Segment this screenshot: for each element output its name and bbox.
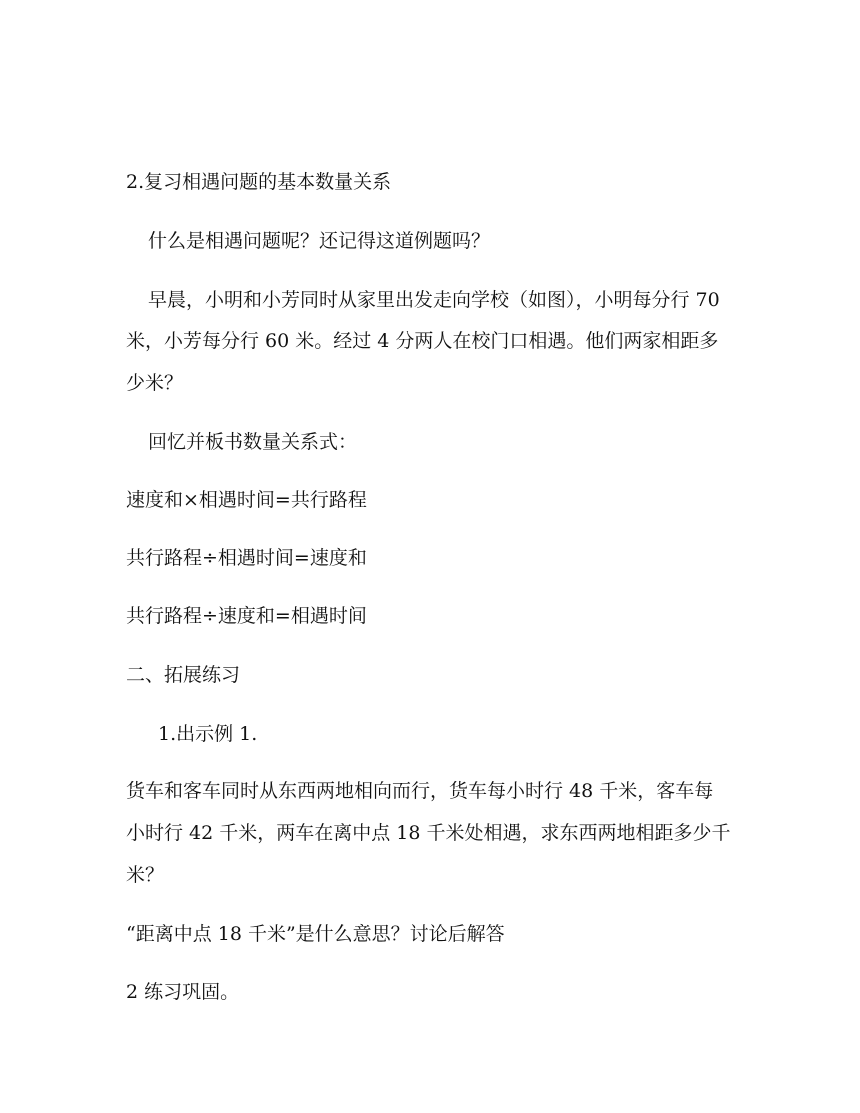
discussion-prompt: “距离中点 18 千米”是什么意思？讨论后解答 xyxy=(126,923,505,945)
formula-2: 共行路程÷相遇时间=速度和 xyxy=(126,547,367,569)
example1-problem-line-1: 货车和客车同时从东西两地相向而行，货车每小时行 48 千米，客车每 xyxy=(126,780,714,802)
example-problem-line-3: 少米？ xyxy=(126,372,184,394)
recall-prompt: 回忆并板书数量关系式： xyxy=(148,431,358,453)
section-extend-title: 二、拓展练习 xyxy=(126,664,241,686)
formula-3: 共行路程÷速度和=相遇时间 xyxy=(126,605,367,627)
example1-problem-line-2: 小时行 42 千米，两车在离中点 18 千米处相遇，求东西两地相距多少千 xyxy=(126,822,731,844)
example1-problem-line-3: 米？ xyxy=(126,864,165,886)
formula-1: 速度和×相遇时间=共行路程 xyxy=(126,489,367,511)
practice-label: 2 练习巩固。 xyxy=(126,981,240,1003)
example1-label: 1.出示例 1. xyxy=(158,723,258,745)
example-problem-line-1: 早晨，小明和小芳同时从家里出发走向学校（如图），小明每分行 70 xyxy=(148,289,720,311)
example-problem-line-2: 米，小芳每分行 60 米。经过 4 分两人在校门口相遇。他们两家相距多 xyxy=(126,330,719,352)
section-review-title: 2.复习相遇问题的基本数量关系 xyxy=(126,171,392,193)
question-intro: 什么是相遇问题呢？还记得这道例题吗？ xyxy=(148,230,491,252)
